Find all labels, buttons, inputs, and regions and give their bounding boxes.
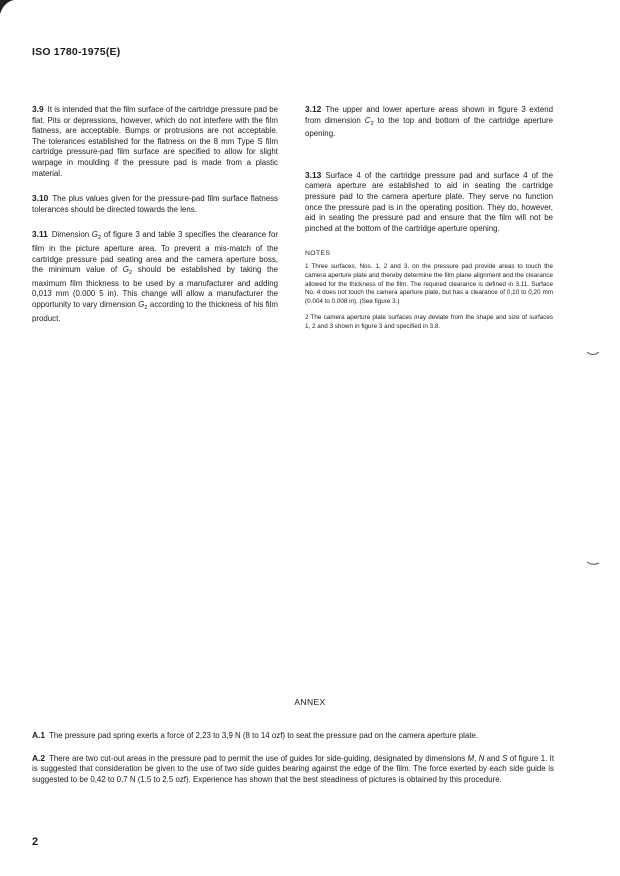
clause-text: according to the thickness of his film product.	[32, 299, 278, 323]
clause-number: A.1	[32, 730, 46, 740]
note-2: 2 The camera aperture plate surfaces may deviate from the shape and size of surfaces 1, 2 and 3 shown in figure 3 and specified in 3.8.	[305, 314, 553, 330]
dimension-symbol: N	[478, 753, 485, 763]
clause-text: Surface 4 of the cartridge pressure pad and surface 4 of the camera aperture are established to aid in seating the cartridge pressure pad to the camera aperture plate. They serve no function once the pressure pad is in the operating position. They do, however, aid in seating the pressure pad and ensure that the film will not be pinched at the bottom of the cartridge aperture opening.	[305, 170, 553, 233]
dimension-symbol: G	[91, 230, 98, 240]
clause-3-9	[32, 104, 278, 179]
clause-number: 3.9	[32, 104, 44, 114]
scan-mark	[586, 350, 600, 358]
dimension-symbol: G	[122, 265, 129, 275]
clause-text: The upper and lower aperture areas shown in figure 3 extend from dimension	[305, 105, 553, 125]
dimension-subscript: 2	[144, 304, 148, 311]
dimension-symbol: C	[364, 115, 371, 125]
clause-text: ,	[474, 753, 479, 763]
clause-3-10	[32, 193, 278, 215]
clause-text: of figure 3 and table 3 specifies the clearance for film in the picture aperture area. To prevent a mis-match of the cartridge pressure pad seating area and the camera aperture boss, the minimum value of	[32, 230, 278, 275]
clause-text: of figure 1. It is suggested that consideration be given to the use of two side guides bearing against the edge of the film. The force exerted by each side guide is suggested to be 0,42 to 0,7 N (1.5 to 2.5 ozf). Experience has shown that the best steadiness of pictures is obtained by this procedure.	[32, 753, 555, 784]
clause-text: Dimension	[51, 230, 92, 240]
clause-number: 3.10	[32, 193, 49, 204]
left-column	[32, 104, 278, 338]
clause-text: There are two cut-out areas in the pressure pad to permit the use of guides for side-guiding, designated by dimensions	[49, 753, 468, 763]
clause-number: A.2	[32, 752, 46, 763]
scan-mark	[586, 560, 600, 568]
dimension-symbol: M	[467, 753, 475, 763]
dimension-symbol: S	[502, 753, 508, 763]
right-column	[305, 104, 553, 340]
dimension-symbol: G	[138, 299, 145, 309]
clause-number: 3.13	[305, 169, 322, 180]
page-number: 2	[32, 836, 39, 848]
clause-text: should be established by taking the maximum film thickness to be used by a manufacturer and adding 0,013 mm (0.000 5 in). This change will allow a manufacturer the opportunity to vary dimension	[32, 265, 278, 309]
dimension-subscript: 2	[128, 270, 133, 277]
clause-3-13	[305, 170, 553, 235]
clause-number: 3.11	[32, 229, 48, 240]
clause-text: and	[484, 753, 503, 763]
clause-text: to the top and bottom of the cartridge aperture opening.	[305, 115, 553, 139]
dimension-subscript: 2	[97, 235, 102, 242]
page-corner-mark	[0, 0, 14, 14]
annex-clause-a1	[32, 730, 554, 742]
annex-title: ANNEX	[294, 697, 326, 707]
note-1: 1 Three surfaces, Nos. 1, 2 and 3, on the pressure pad provide areas to touch the camera aperture plate and thereby determine the film plane alignment and the clearance allowed for the thickness of the film. The required clearance is defined in 3.11. Surface No. 4 does not touch the camera aperture plate, but has a clearance of 0,10 to 0,20 mm (0.004 to 0.008 in). (See figure 3.)	[305, 263, 553, 305]
standard-header: ISO 1780-1975(E)	[32, 46, 121, 58]
clause-number: 3.12	[305, 104, 322, 114]
clause-text: The pressure pad spring exerts a force of 2,23 to 3,9 N (8 to 14 ozf) to seat the pressure pad on the camera aperture plate.	[49, 731, 479, 740]
dimension-subscript: 2	[370, 120, 374, 127]
clause-3-11	[32, 229, 278, 324]
annex-clause-a2	[32, 753, 554, 786]
clause-3-12	[305, 104, 553, 140]
annex-body	[32, 730, 554, 796]
clause-text: The plus values given for the pressure-pad film surface flatness tolerances should be directed towards the lens.	[32, 194, 278, 214]
clause-text: It is intended that the film surface of the cartridge pressure pad be flat. Pits or depressions, however, which do not interfere with the film flatness, are acceptable. Bumps or protrusions are not acceptable. The tolerances established for the flatness on the 8 mm Type S film cartridge pressure-pad film surface are specified to allow for slight warpage in moulding if the pressure pad is made from a plastic material.	[32, 105, 278, 178]
notes-title: NOTES	[305, 250, 331, 258]
